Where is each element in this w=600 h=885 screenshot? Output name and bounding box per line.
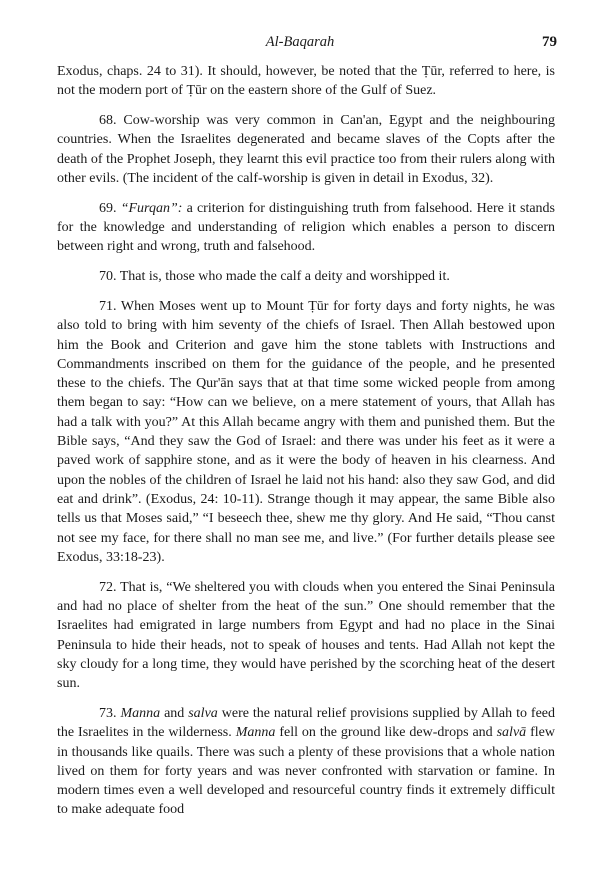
- paragraph-text: Exodus, chaps. 24 to 31). It should, however, be noted that the Ṭūr, referred to here, is not the modern port of Ṭūr on the eastern shore of the Gulf of Suez.: [57, 64, 555, 99]
- text-fragment: fell on the ground like dew-drops and: [275, 725, 497, 741]
- note-72: [57, 578, 555, 694]
- paragraph-text: Cow-worship was very common in Can'an, Egypt and the neighbouring countries. When the Israelites degenerated and became slaves of the Copts after the death of the Prophet Joseph, they learnt this evil practice too from their rulers along with other evils. (The incident of the calf-worship is given in detail in Exodus, 32).: [57, 113, 555, 186]
- page-body: [57, 62, 555, 830]
- note-number: 71.: [99, 298, 117, 314]
- note-number: 68.: [99, 113, 117, 129]
- term-salva: salvā: [496, 725, 527, 741]
- note-number: 69.: [99, 200, 117, 216]
- note-68: [57, 111, 555, 188]
- page-number: 79: [542, 34, 557, 50]
- term-manna: Manna: [120, 705, 161, 721]
- page-header: [0, 34, 600, 54]
- text-fragment: and: [160, 705, 189, 721]
- running-title: Al-Baqarah: [265, 34, 335, 50]
- text-fragment: were the natural relief provisions supplied by Allah to feed the Israelites in the wilderness.: [57, 705, 556, 741]
- term-manna: Manna: [235, 725, 276, 741]
- paragraph-text: When Moses went up to Mount Ṭūr for forty days and forty nights, he was also told to bring with him seventy of the chiefs of Israel. Then Allah bestowed upon him the Book and Criterion and gave him the stone tablets with Instructions and Commandments inscribed on them for the guidance of the people, and he presented these to the chiefs. The Qur'ān says that at that time some wicked people from among them began to say: “How can we believe, on a mere statement of yours, that Allah has had a talk with you?” At this Allah became angry with them and punished them. But the Bible says, “And they saw the God of Israel: and there was under his feet as it were a paved work of sapphire stone, and as it were the body of heaven in his clearness. And upon the nobles of the children of Israel he laid not his hand: also they saw God, and did eat and drink”. (Exodus, 24: 10-11). Strange though it may appear, the same Bible also tells us that Moses said,” “I beseech thee, shew me thy glory. And He said, “Thou canst not see my face, for there shall no man see me, and live.” (For further details please see Exodus, 33:18-23).: [57, 298, 556, 565]
- note-number: 70.: [99, 269, 117, 285]
- note-number: 73.: [99, 705, 117, 721]
- note-70: [57, 267, 555, 286]
- term-furqan: “Furqan”:: [120, 200, 183, 216]
- note-number: 72.: [99, 579, 117, 595]
- term-salva: salva: [188, 705, 218, 721]
- paragraph-text: That is, those who made the calf a deity and worshipped it.: [119, 269, 450, 285]
- note-71: [57, 297, 555, 567]
- paragraph-text: a criterion for distinguishing truth from falsehood. Here it stands for the knowledge and understanding of religion which enables a person to discern between right and wrong, truth and falsehood.: [57, 200, 556, 255]
- paragraph-text: That is, “We sheltered you with clouds when you entered the Sinai Peninsula and had no place of shelter from the heat of the sun.” One should remember that the Israelites had emigrated in large numbers from Egypt and had no place in the Sinai Peninsula to hide their heads, not to speak of houses and tents. Had Allah not kept the sky cloudy for a long time, they would have perished by the scorching heat of the desert sun.: [57, 579, 556, 692]
- text-fragment: flew in thousands like quails. There was such a plenty of these provisions that a whole nation lived on them for forty years and was never confronted with starvation or famine. In modern times even a well developed and resourceful country finds it extremely difficult to make adequate food: [57, 725, 555, 818]
- paragraph-continuation: [57, 62, 555, 101]
- note-69: [57, 199, 555, 257]
- note-73: [57, 704, 555, 820]
